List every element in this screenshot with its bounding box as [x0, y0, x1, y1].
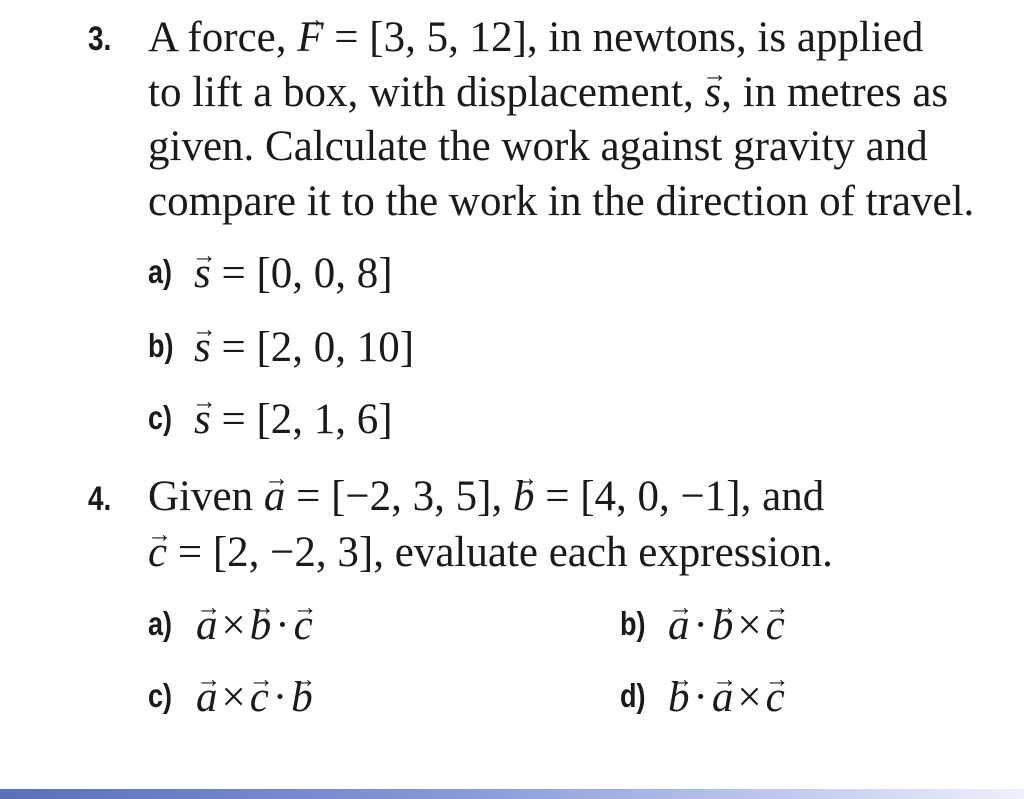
question-4a-label: a) — [148, 605, 173, 642]
question-3-line-2: to lift a box, with displacement, → s, in metres as — [148, 71, 948, 114]
question-4-line-1: Given → a = [−2, 3, 5], → b = [4, 0, −1], and — [148, 475, 824, 518]
vector-f: → F — [297, 16, 323, 59]
question-4d-label: d) — [620, 677, 646, 714]
question-3-line-4: compare it to the work in the direction of travel. — [148, 178, 975, 225]
question-3c-expression: → s = [2, 1, 6] — [194, 398, 393, 441]
question-3-line-3: given. Calculate the work against gravity and — [148, 123, 928, 170]
vector-c: → c — [148, 531, 167, 574]
vector-s: → s — [705, 71, 722, 114]
question-3b-label: b) — [148, 327, 174, 364]
question-4c-label: c) — [148, 677, 173, 714]
bottom-gradient-bar — [0, 789, 1024, 799]
vector-a: → a — [264, 475, 286, 518]
question-4-line-2: → c = [2, −2, 3], evaluate each expression. — [148, 531, 833, 574]
question-3a-label: a) — [148, 253, 173, 290]
vector-b: → b — [513, 475, 535, 518]
question-4d-expression: → b·→ a×→ c — [668, 676, 785, 719]
question-3-line-1: A force, → F = [3, 5, 12], in newtons, is applied — [148, 16, 923, 59]
question-3c-label: c) — [148, 399, 173, 436]
question-4b-expression: → a·→ b×→ c — [668, 604, 785, 647]
question-4c-expression: → a×→ c·→ b — [196, 676, 313, 719]
question-4a-expression: → a×→ b·→ c — [196, 604, 313, 647]
question-3b-expression: → s = [2, 0, 10] — [194, 326, 414, 369]
question-3-number: 3. — [88, 20, 112, 58]
question-3a-expression: → s = [0, 0, 8] — [194, 252, 393, 295]
question-4b-label: b) — [620, 605, 646, 642]
question-4-number: 4. — [88, 480, 112, 518]
